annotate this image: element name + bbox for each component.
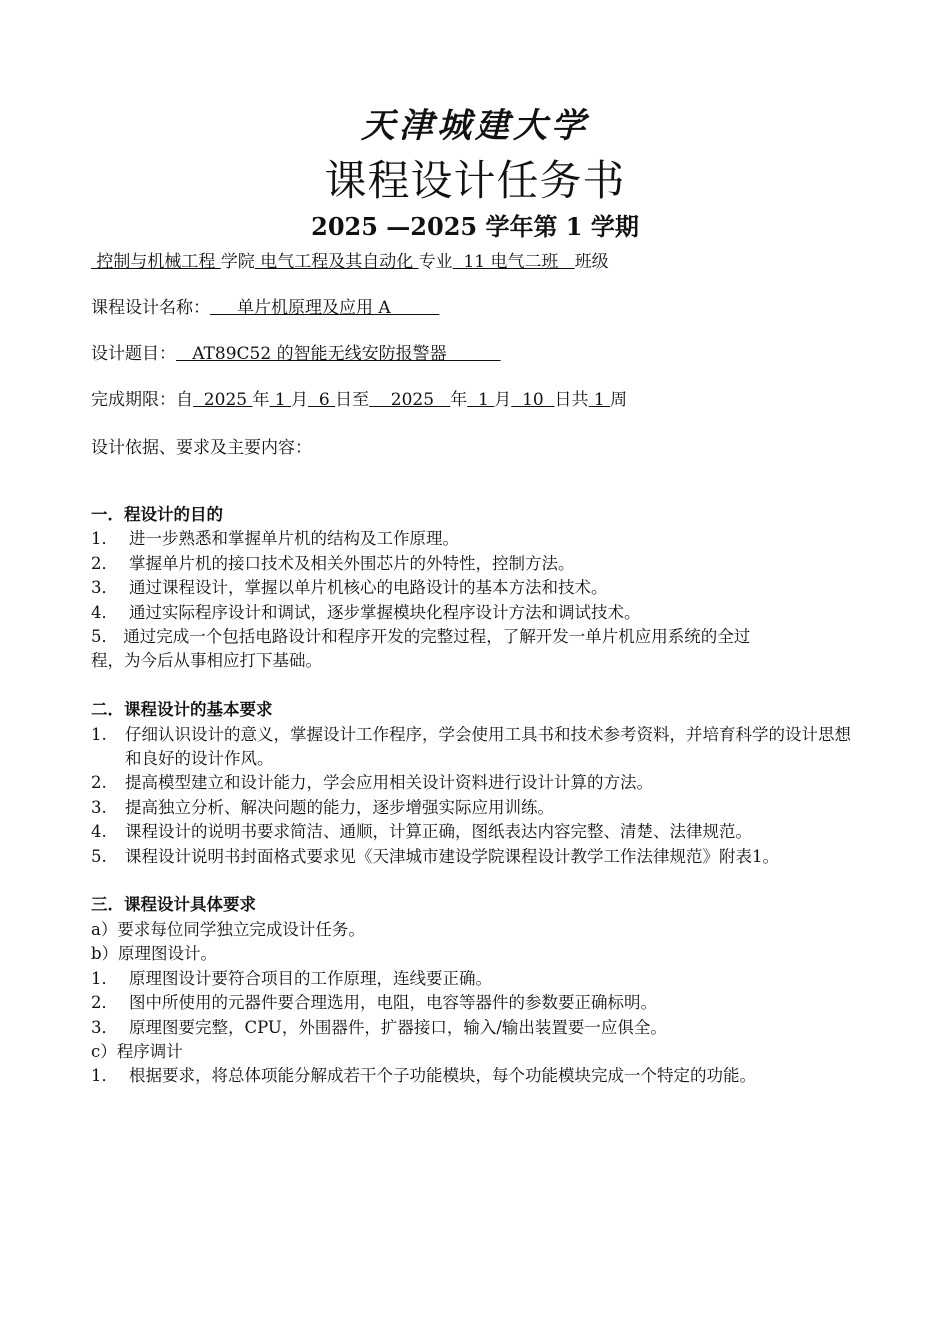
start-day: 6 [308,390,336,410]
course-label: 课程设计名称： [91,298,210,318]
major-label: 专业 [418,252,453,272]
list-item [91,552,861,576]
university-name: 天津城建大学 [361,106,589,146]
year-char: 年 [252,390,270,410]
list-item [91,1016,861,1040]
list-text: 仔细认识设计的意义，掌握设计工作程序，学会使用工具书和技术参考资料，并培育科学的设计思想和良好的设计作风。 [125,724,851,769]
list-number: 3． [91,1017,118,1037]
list-number: 1． [91,1066,118,1086]
list-number: 3. [91,797,107,817]
list-item [91,1064,861,1088]
info-line-college [91,250,609,274]
list-item [91,991,861,1015]
list-text: 图中所使用的元器件要合理选用，电阻，电容等器件的参数要正确标明。 [129,993,657,1013]
basis-label: 设计依据、要求及主要内容： [91,438,312,458]
topic-label: 设计题目： [91,344,176,364]
list-text: 通过实际程序设计和调试，逐步掌握模块化程序设计方法和调试技术。 [129,602,641,622]
section-3-heading: 三．课程设计具体要求 [91,895,256,915]
list-item [91,796,861,820]
requirement-c: c）程序调计 [91,1041,183,1061]
end-month: 1 [467,390,495,410]
list-number: 4． [91,602,118,622]
list-number: 1． [91,968,118,988]
list-text: 通过课程设计，掌握以单片机核心的电路设计的基本方法和技术。 [129,578,608,598]
to-text: 日至 [335,390,370,410]
list-item-5-line-2: 程，为今后从事相应打下基础。 [91,651,322,671]
list-item [91,845,861,869]
topic-value: AT89C52 的智能无线安防报警器 [176,344,501,364]
academic-term: 2025 —2025 学年第 1 学期 [311,212,639,241]
list-number: 2． [91,993,118,1013]
end-day: 10 [511,390,555,410]
list-number: 3． [91,578,118,598]
list-number: 1. [91,724,107,744]
college-label: 学院 [220,252,255,272]
requirement-b: b）原理图设计。 [91,944,218,964]
list-text: 课程设计的说明书要求简洁、通顺，计算正确，图纸表达内容完整、清楚、法律规范。 [125,822,752,842]
list-text: 提高模型建立和设计能力，学会应用相关设计资料进行设计计算的方法。 [125,773,653,793]
list-text: 原理图要完整，CPU，外围器件，扩器接口，输入/输出装置要一应俱全。 [129,1017,667,1037]
list-number: 1． [91,529,118,549]
class-label: 班级 [574,252,609,272]
info-line-period [91,388,627,412]
list-item [91,967,861,991]
month-char: 月 [291,390,309,410]
list-number: 2． [91,553,118,573]
major-value: 电气工程及其自动化 [254,252,419,272]
list-text: 提高独立分析、解决问题的能力，逐步增强实际应用训练。 [125,797,554,817]
course-value: 单片机原理及应用 A [210,298,440,318]
info-line-topic [91,342,501,366]
list-item [91,723,861,772]
document-title: 课程设计任务书 [324,156,626,205]
list-item [91,820,861,844]
month-char: 月 [494,390,512,410]
end-year: 2025 [369,390,451,410]
section-2-heading: 二．课程设计的基本要求 [91,700,273,720]
list-text: 课程设计说明书封面格式要求见《天津城市建设学院课程设计教学工作法律规范》附表1。 [125,846,779,866]
period-prefix: 完成期限：自 [91,390,193,410]
start-year: 2025 [193,390,253,410]
main-content [91,503,861,1089]
list-text: 进一步熟悉和掌握单片机的结构及工作原理。 [129,529,459,549]
list-text: 根据要求，将总体项能分解成若干个子功能模块，每个功能模块完成一个特定的功能。 [129,1066,756,1086]
list-number: 4. [91,822,107,842]
list-item [91,576,861,600]
total-text: 日共 [554,390,589,410]
list-text: 原理图设计要符合项目的工作原理，连线要正确。 [129,968,492,988]
year-char: 年 [450,390,468,410]
list-number: 2. [91,773,107,793]
info-line-course [91,296,439,320]
list-item [91,771,861,795]
class-value: 11 电气二班 [452,252,575,272]
weeks-value: 1 [588,390,611,410]
list-item-5-line-1: 5． 通过完成一个包括电路设计和程序开发的完整过程，了解开发一单片机应用系统的全过 [91,627,751,647]
requirement-a: a）要求每位同学独立完成设计任务。 [91,919,365,939]
list-item [91,527,861,551]
list-text: 掌握单片机的接口技术及相关外围芯片的外特性，控制方法。 [129,553,575,573]
list-number: 5. [91,846,107,866]
list-item [91,601,861,625]
start-month: 1 [269,390,292,410]
section-1-heading: 一．程设计的目的 [91,505,223,524]
week-char: 周 [610,390,628,410]
college-value: 控制与机械工程 [91,252,221,272]
